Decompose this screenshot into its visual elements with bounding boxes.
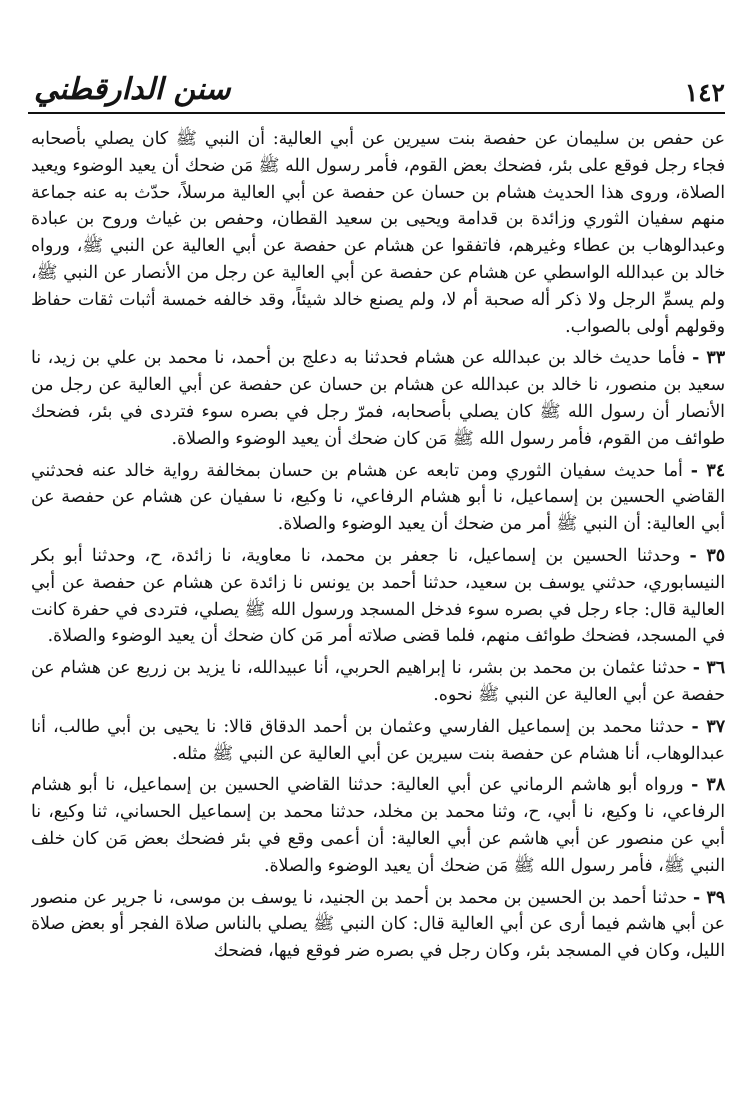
header-rule xyxy=(28,112,725,114)
body-text xyxy=(31,126,725,1101)
hadith-37 xyxy=(31,714,725,768)
hadith-39 xyxy=(31,885,725,965)
hadith-text: حدثنا عثمان بن محمد بن بشر، نا إبراهيم الحربي، أنا عبيدالله، نا يزيد بن زريع عن هشام عن حفصة عن أبي العالية عن النبي ﷺ نحوه. xyxy=(31,658,725,705)
hadith-38 xyxy=(31,772,725,879)
hadith-text: فأما حديث خالد بن عبدالله عن هشام فحدثنا به دعلج بن أحمد، نا محمد بن علي بن زيد، نا سعيد بن منصور، نا خالد بن عبدالله عن هشام بن حسان عن حفصة عن أبي العالية عن رجل من الأنصار أن رسول الله ﷺ كان يصلي بأصحابه، فمرّ رجل في بصره سوء فتردى في بئر، فضحك طوائف من القوم، فأمر رسول الله ﷺ مَن كان ضحك أن يعيد الوضوء والصلاة. xyxy=(31,348,725,449)
paragraph-text: عن حفص بن سليمان عن حفصة بنت سيرين عن أبي العالية: أن النبي ﷺ كان يصلي بأصحابه فجاء رجل فوقع على بئر، فضحك بعض القوم، فأمر رسول الله ﷺ مَن ضحك أن يعيد الوضوء ويعيد الصلاة، وروى هذا الحديث هشام بن حسان عن حفصة عن أبي العالية مرسلاً، حدّث به عنه جماعة منهم سفيان الثوري وزائدة بن قدامة ويحيى بن سعيد القطان، وحفص بن غياث وروح بن عبادة وعبدالوهاب بن عطاء وغيرهم، فاتفقوا عن هشام عن حفصة عن أبي العالية عن النبي ﷺ، ورواه خالد بن عبدالله الواسطي عن هشام عن حفصة عن أبي العالية عن رجل من الأنصار عن النبي ﷺ، ولم يسمِّ الرجل ولا ذكر أله صحبة أم لا، ولم يصنع خالد شيئاً، وقد خالفه خمسة أثبات ثقات حفاظ وقولهم أولى بالصواب. xyxy=(31,129,725,337)
hadith-number: ٣٥ - xyxy=(689,545,725,566)
hadith-36 xyxy=(31,655,725,709)
hadith-number: ٣٣ - xyxy=(692,348,725,369)
hadith-text: وحدثنا الحسين بن إسماعيل، نا جعفر بن محمد، نا معاوية، نا زائدة، ح، وحدثنا أبو بكر النيسابوري، حدثني يوسف بن سعيد، حدثنا أحمد بن يونس نا زائدة عن هشام عن حفصة عن أبي العالية قال: جاء رجل في بصره سوء فدخل المسجد ورسول الله ﷺ يصلي، فتردى في حفرة كانت في المسجد، فضحك طوائف منهم، فلما قضى صلاته أمر مَن كان ضحك أن يعيد الوضوء والصلاة. xyxy=(31,545,725,647)
page-header xyxy=(30,72,725,112)
hadith-34 xyxy=(31,458,725,538)
hadith-text: حدثنا أحمد بن الحسين بن محمد بن أحمد بن الجنيد، نا يوسف بن موسى، نا جرير عن منصور عن أبي هاشم فيما أرى عن أبي العالية قال: كان النبي ﷺ يصلي بالناس صلاة الفجر أو بعض صلاة الليل، وكان في المسجد بئر، وكان رجل في بصره ضر فوقع فيها، فضحك xyxy=(31,887,725,962)
hadith-text: حدثنا محمد بن إسماعيل الفارسي وعثمان بن أحمد الدقاق قالا: نا يحيى بن أبي طالب، أنا عبدالوهاب، أنا هشام عن حفصة بنت سيرين عن أبي العالية عن النبي ﷺ مثله. xyxy=(31,716,725,764)
hadith-33 xyxy=(31,345,725,452)
hadith-text: ورواه أبو هاشم الرماني عن أبي العالية: حدثنا القاضي الحسين بن إسماعيل، نا أبو هشام الرفاعي، نا وكيع، نا أبي، ح، وثنا محمد بن مخلد، حدثنا محمد بن إسماعيل الحساني، ثنا وكيع، نا أبي عن منصور عن أبي هاشم عن أبي العالية: أن أعمى وقع في بئر فضحك بعض مَن كان خلف النبي ﷺ، فأمر رسول الله ﷺ مَن ضحك أن يعيد الوضوء والصلاة. xyxy=(31,775,725,876)
page-number: ١٤٢ xyxy=(684,78,725,107)
hadith-number: ٣٨ - xyxy=(691,775,725,796)
hadith-number: ٣٤ - xyxy=(690,460,725,481)
hadith-number: ٣٧ - xyxy=(691,716,725,737)
paragraph-continuation xyxy=(31,126,725,340)
hadith-number: ٣٦ - xyxy=(692,658,725,679)
hadith-35 xyxy=(31,543,725,650)
hadith-text: أما حديث سفيان الثوري ومن تابعه عن هشام بن حسان بمخالفة رواية خالد عنه فحدثني القاضي الحسين بن إسماعيل، نا أبو هشام الرفاعي، نا وكيع، نا سفيان عن هشام عن حفصة عن أبي العالية: أن النبي ﷺ أمر من ضحك أن يعيد الوضوء والصلاة. xyxy=(31,460,725,535)
book-title: سنن الدارقطني xyxy=(34,72,231,107)
hadith-number: ٣٩ - xyxy=(692,887,725,908)
